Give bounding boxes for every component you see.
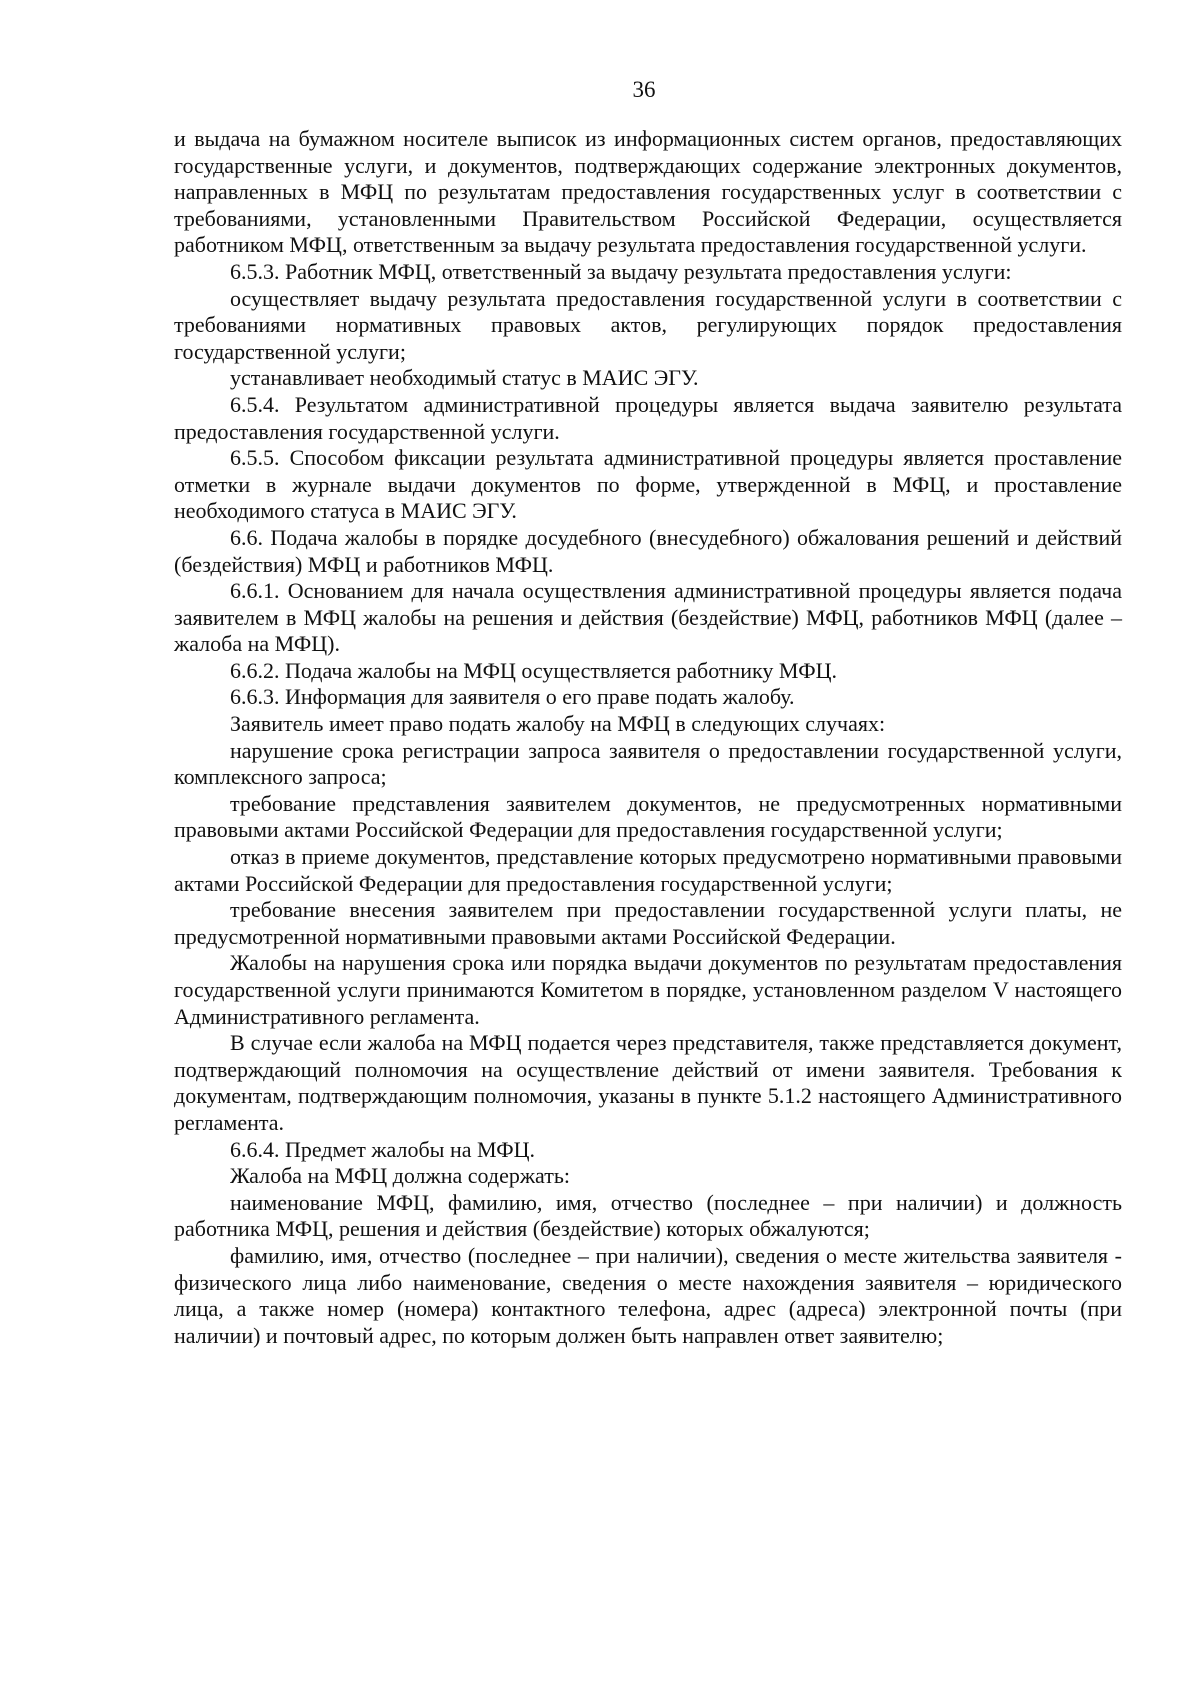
paragraph: Жалобы на нарушения срока или порядка выдачи документов по результатам предоставления государственной услуги принимаются Комитетом в порядке, установленном разделом V настоящего Административного регламента. xyxy=(174,950,1122,1029)
paragraph: 6.6.1. Основанием для начала осуществления административной процедуры является подача заявителем в МФЦ жалобы на решения и действия (бездействие) МФЦ, работников МФЦ (далее – жалоба на МФЦ). xyxy=(174,578,1122,657)
paragraph: 6.5.5. Способом фиксации результата административной процедуры является проставление отметки в журнале выдачи документов по форме, утвержденной в МФЦ, и проставление необходимого статуса в МАИС ЭГУ. xyxy=(174,445,1122,524)
paragraph: 6.6. Подача жалобы в порядке досудебного (внесудебного) обжалования решений и действий (бездействия) МФЦ и работников МФЦ. xyxy=(174,524,1122,577)
paragraph: Жалоба на МФЦ должна содержать: xyxy=(230,1163,571,1189)
paragraph: нарушение срока регистрации запроса заявителя о предоставлении государственной услуги, комплексного запроса; xyxy=(174,737,1122,790)
paragraph: Заявитель имеет право подать жалобу на МФЦ в следующих случаях: xyxy=(230,711,886,737)
paragraph: отказ в приеме документов, представление которых предусмотрено нормативными правовыми актами Российской Федерации для предоставления государственной услуги; xyxy=(174,844,1122,896)
paragraph: 6.6.4. Предмет жалобы на МФЦ. xyxy=(230,1136,536,1162)
paragraph: 6.5.3. Работник МФЦ, ответственный за выдачу результата предоставления услуги: xyxy=(230,258,1012,284)
paragraph: и выдача на бумажном носителе выписок из информационных систем органов, предоставляющих государственные услуги, и документов, подтверждающих содержание электронных документов, направленных в МФЦ по результатам предоставления государственных услуг в соответствии с требованиями, установленными Правительством Российской Федерации, осуществляется работником МФЦ, ответственным за выдачу результата предоставления государственной услуги. xyxy=(174,126,1122,258)
paragraph: 6.5.4. Результатом административной процедуры является выдача заявителю результата предоставления государственной услуги. xyxy=(174,391,1122,444)
paragraph: 6.6.3. Информация для заявителя о его праве подать жалобу. xyxy=(230,684,795,710)
document-body xyxy=(174,126,1122,1349)
paragraph: осуществляет выдачу результата предоставления государственной услуги в соответствии с требованиями нормативных правовых актов, регулирующих порядок предоставления государственной услуги; xyxy=(174,285,1122,364)
paragraph: фамилию, имя, отчество (последнее – при наличии), сведения о месте жительства заявителя - физического лица либо наименование, сведения о месте нахождения заявителя – юридического лица, а также номер (номера) контактного телефона, адрес (адреса) электронной почты (при наличии) и почтовый адрес, по которым должен быть направлен ответ заявителю; xyxy=(174,1242,1122,1348)
page-number: 36 xyxy=(632,77,656,102)
paragraph: устанавливает необходимый статус в МАИС ЭГУ. xyxy=(230,365,699,391)
paragraph: 6.6.2. Подача жалобы на МФЦ осуществляется работнику МФЦ. xyxy=(230,657,837,683)
paragraph: требование внесения заявителем при предоставлении государственной услуги платы, не предусмотренной нормативными правовыми актами Российской Федерации. xyxy=(174,897,1122,949)
paragraph: В случае если жалоба на МФЦ подается через представителя, также представляется документ, подтверждающий полномочия на осуществление действий от имени заявителя. Требования к документам, подтверждающим полномочия, указаны в пункте 5.1.2 настоящего Административного регламента. xyxy=(174,1030,1122,1135)
paragraph: требование представления заявителем документов, не предусмотренных нормативными правовыми актами Российской Федерации для предоставления государственной услуги; xyxy=(174,790,1122,843)
paragraph: наименование МФЦ, фамилию, имя, отчество (последнее – при наличии) и должность работника МФЦ, решения и действия (бездействие) которых обжалуются; xyxy=(174,1189,1122,1242)
